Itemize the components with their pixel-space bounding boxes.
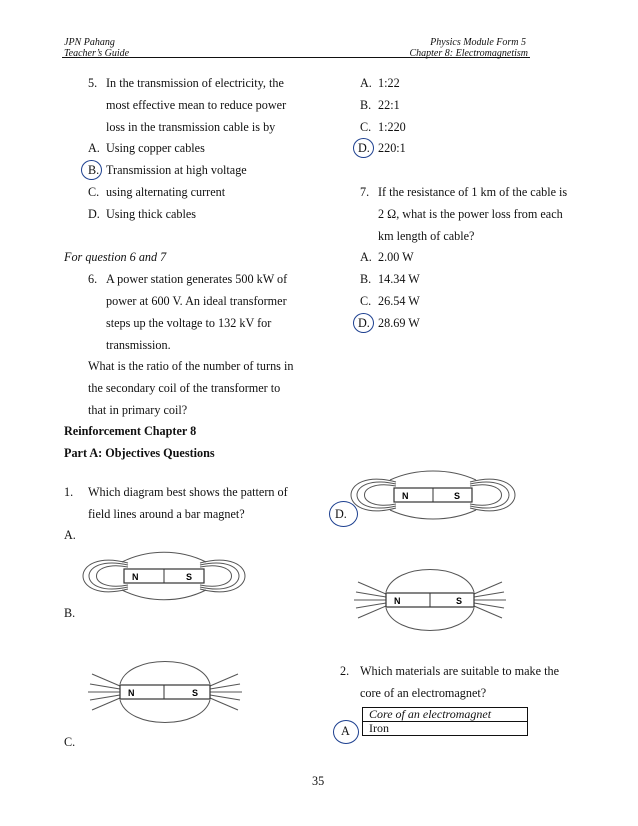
q6-option-c-letter: C.	[360, 120, 372, 134]
q6-question-line1: What is the ratio of the number of turns in	[88, 359, 294, 373]
core-table	[362, 707, 528, 736]
magnet-diagram-c	[356, 466, 510, 522]
q6-option-d-letter: D.	[358, 141, 370, 155]
q6-number: 6.	[88, 272, 98, 286]
rq1-option-a: A.	[64, 528, 76, 542]
rq2-stem-line1: Which materials are suitable to make the	[360, 664, 559, 678]
header-right-line1: Physics Module Form 5	[430, 37, 526, 48]
magnet-b-north-label: N	[128, 688, 135, 698]
q7-number: 7.	[360, 185, 370, 199]
q5-option-a-letter: A.	[88, 141, 100, 155]
q7-option-b-letter: B.	[360, 272, 372, 286]
table-row	[363, 722, 528, 736]
rq1-option-b: B.	[64, 606, 76, 620]
magnet-diagram-b	[88, 654, 242, 730]
q5-stem-line1: In the transmission of electricity, the	[106, 76, 284, 90]
rq1-stem-line2: field lines around a bar magnet?	[88, 507, 245, 521]
q7-option-d-text: 28.69 W	[378, 316, 420, 330]
reinforcement-part: Part A: Objectives Questions	[64, 446, 215, 460]
magnet-a-south-label: S	[186, 572, 193, 582]
header-left-line2: Teacher’s Guide	[64, 48, 130, 59]
q7-stem-line1: If the resistance of 1 km of the cable is	[378, 185, 568, 199]
magnet-c-south-label: S	[454, 491, 461, 501]
q5-option-b-text: Transmission at high voltage	[106, 163, 247, 177]
q5-stem-line2: most effective mean to reduce power	[106, 98, 287, 112]
q5-option-d-text: Using thick cables	[106, 207, 197, 221]
header-left-line1: JPN Pahang	[64, 37, 115, 48]
rq2-stem-line2: core of an electromagnet?	[360, 686, 487, 700]
rq1-option-c: C.	[64, 735, 76, 749]
table-row	[363, 708, 528, 722]
q5-option-b-letter: B.	[88, 163, 100, 177]
header-right-line2: Chapter 8: Electromagnetism	[409, 48, 528, 59]
rq1-number: 1.	[64, 485, 74, 499]
q6-option-c-text: 1:220	[378, 120, 406, 134]
magnet-a-north-label: N	[132, 572, 139, 582]
q6-option-a-letter: A.	[360, 76, 372, 90]
magnet-diagram-a	[88, 549, 240, 601]
magnet-b-south-label: S	[192, 688, 199, 698]
q7-option-a-text: 2.00 W	[378, 250, 414, 264]
rq1-stem-line1: Which diagram best shows the pattern of	[88, 485, 288, 499]
q5-stem-line3: loss in the transmission cable is by	[106, 120, 276, 134]
q6-stem-line3: steps up the voltage to 132 kV for	[106, 316, 272, 330]
q7-option-c-letter: C.	[360, 294, 372, 308]
magnet-diagram-d	[352, 562, 508, 638]
magnet-d-north-label: N	[394, 596, 401, 606]
rq2-number: 2.	[340, 664, 350, 678]
q7-option-c-text: 26.54 W	[378, 294, 420, 308]
q7-stem-line3: km length of cable?	[378, 229, 475, 243]
magnet-c-north-label: N	[402, 491, 409, 501]
q5-option-c-text: using alternating current	[106, 185, 226, 199]
q6-option-b-text: 22:1	[378, 98, 400, 112]
magnet-d-south-label: S	[456, 596, 463, 606]
q7-option-b-text: 14.34 W	[378, 272, 420, 286]
q7-option-a-letter: A.	[360, 250, 372, 264]
q7-stem-line2: 2 Ω, what is the power loss from each	[378, 207, 563, 221]
rq2-row-a-letter: A	[341, 724, 350, 738]
q6-question-line2: the secondary coil of the transformer to	[88, 381, 281, 395]
q5-option-d-letter: D.	[88, 207, 100, 221]
q6-stem-line2: power at 600 V. An ideal transformer	[106, 294, 287, 308]
q6-option-b-letter: B.	[360, 98, 372, 112]
q5-number: 5.	[88, 76, 98, 90]
q6-7-intro: For question 6 and 7	[64, 250, 167, 264]
reinforcement-title: Reinforcement Chapter 8	[64, 424, 197, 438]
q6-option-a-text: 1:22	[378, 76, 400, 90]
q5-option-a-text: Using copper cables	[106, 141, 205, 155]
q6-option-d-text: 220:1	[378, 141, 406, 155]
q6-stem-line1: A power station generates 500 kW of	[106, 272, 288, 286]
rq1-option-d: D.	[335, 507, 347, 521]
header-rule	[62, 57, 530, 58]
core-table-cell: Iron	[363, 722, 528, 736]
q6-question-line3: that in primary coil?	[88, 403, 188, 417]
q7-option-d-letter: D.	[358, 316, 370, 330]
page-number: 35	[312, 774, 325, 788]
q6-stem-line4: transmission.	[106, 338, 171, 352]
q5-option-c-letter: C.	[88, 185, 100, 199]
core-table-header: Core of an electromagnet	[363, 708, 528, 722]
